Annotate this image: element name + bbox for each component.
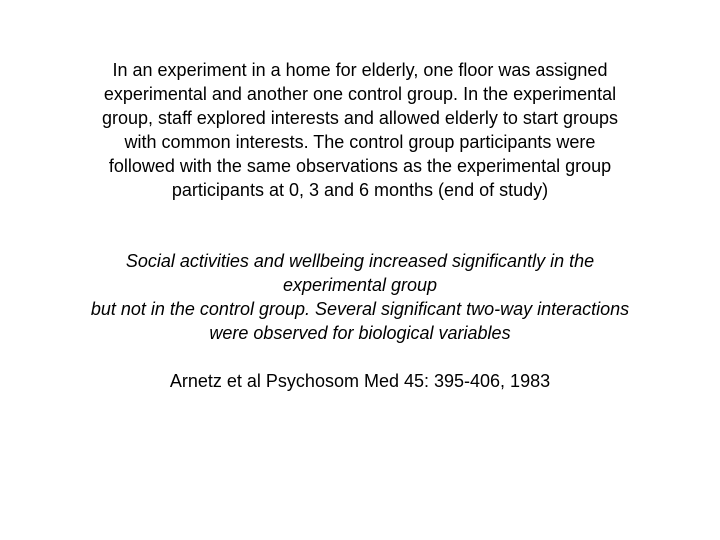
citation — [40, 369, 680, 393]
study-results-line: Social activities and wellbeing increased significantly in the — [125, 251, 595, 271]
study-results-line: but not in the control group. Several significant two-way interactions — [90, 299, 630, 319]
study-description-line: followed with the same observations as the experimental group — [108, 156, 612, 176]
study-description — [40, 58, 680, 202]
citation-text: Arnetz et al Psychosom Med 45: 395-406, 1983 — [169, 371, 551, 391]
study-results — [40, 249, 680, 345]
study-description-line: group, staff explored interests and allowed elderly to start groups — [102, 108, 618, 128]
study-description-line: experimental and another one control group. In the experimental — [103, 84, 617, 104]
study-description-line: In an experiment in a home for elderly, one floor was assigned — [112, 60, 608, 80]
study-results-line: were observed for biological variables — [209, 323, 511, 343]
study-results-line: experimental group — [282, 275, 438, 295]
study-description-line: with common interests. The control group participants were — [124, 132, 596, 152]
study-description-line: participants at 0, 3 and 6 months (end of study) — [171, 180, 549, 200]
